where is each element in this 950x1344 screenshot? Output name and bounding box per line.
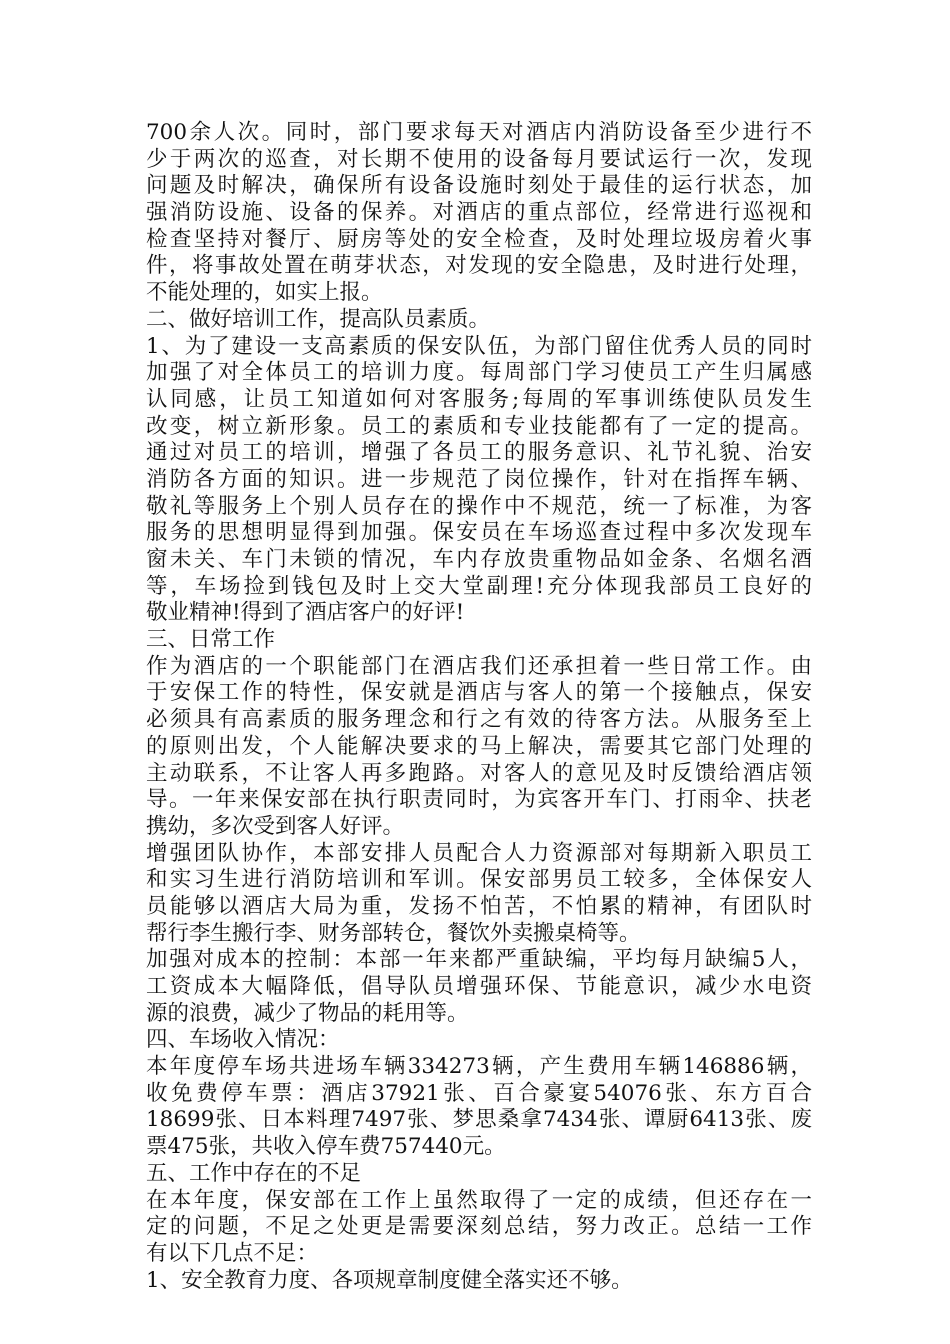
text-line: 服务的思想明显得到加强。保安员在车场巡查过程中多次发现车 <box>146 520 812 546</box>
text-line: 不能处理的，如实上报。 <box>146 280 383 306</box>
text-line: 18699张、日本料理7497张、梦思桑拿7434张、谭厨6413张、废 <box>146 1107 812 1133</box>
text-line: 1、安全教育力度、各项规章制度健全落实还不够。 <box>146 1267 633 1293</box>
text-line: 五、工作中存在的不足 <box>146 1160 362 1186</box>
text-line: 和实习生进行消防培训和军训。保安部男员工较多，全体保安人 <box>146 867 812 893</box>
text-line: 问题及时解决，确保所有设备设施时刻处于最佳的运行状态，加 <box>146 173 812 199</box>
text-line: 二、做好培训工作，提高队员素质。 <box>146 306 491 332</box>
text-line: 少于两次的巡查，对长期不使用的设备每月要试运行一次，发现 <box>146 146 812 172</box>
text-line: 收免费停车票：酒店37921张、百合豪宴54076张、东方百合 <box>146 1080 812 1106</box>
text-line: 源的浪费，减少了物品的耗用等。 <box>146 1000 469 1026</box>
text-line: 窗未关、车门未锁的情况，车内存放贵重物品如金条、名烟名酒 <box>146 547 812 572</box>
text-line: 主动联系，不让客人再多跑路。对客人的意见及时反馈给酒店领 <box>146 760 812 786</box>
text-line: 工资成本大幅降低，倡导队员增强环保、节能意识，减少水电资 <box>146 974 812 999</box>
text-line: 加强了对全体员工的培训力度。每周部门学习使员工产生归属感 <box>146 360 812 386</box>
text-line: 三、日常工作 <box>146 627 276 653</box>
text-line: 1、为了建设一支高素质的保安队伍，为部门留住优秀人员的同时 <box>146 333 812 359</box>
text-line: 敬业精神!得到了酒店客户的好评! <box>146 600 465 626</box>
text-line: 本年度停车场共进场车辆334273辆，产生费用车辆146886辆， <box>146 1054 812 1080</box>
text-line: 加强对成本的控制：本部一年来都严重缺编，平均每月缺编5人， <box>146 947 812 973</box>
text-line: 必须具有高素质的服务理念和行之有效的待客方法。从服务至上 <box>146 707 812 733</box>
text-line: 员能够以酒店大局为重，发扬不怕苦，不怕累的精神，有团队时 <box>146 893 812 919</box>
text-line: 700余人次。同时，部门要求每天对酒店内消防设备至少进行不 <box>146 120 812 145</box>
text-line: 定的问题，不足之处更是需要深刻总结，努力改正。总结一工作 <box>146 1214 812 1240</box>
text-line: 作为酒店的一个职能部门在酒店我们还承担着一些日常工作。由 <box>146 653 812 679</box>
text-line: 导。一年来保安部在执行职责同时，为宾客开车门、打雨伞、扶老 <box>146 787 812 813</box>
text-line: 有以下几点不足： <box>146 1240 319 1266</box>
text-line: 消防各方面的知识。进一步规范了岗位操作，针对在指挥车辆、 <box>146 466 812 492</box>
text-line: 强消防设施、设备的保养。对酒店的重点部位，经常进行巡视和 <box>146 200 812 226</box>
text-line: 的原则出发，个人能解决要求的马上解决，需要其它部门处理的 <box>146 733 812 759</box>
text-line: 件，将事故处置在萌芽状态，对发现的安全隐患，及时进行处理， <box>146 253 812 279</box>
document-body <box>146 120 812 1294</box>
text-line: 增强团队协作，本部安排人员配合人力资源部对每期新入职员工 <box>146 840 812 866</box>
text-line: 通过对员工的培训，增强了各员工的服务意识、礼节礼貌、治安 <box>146 440 812 466</box>
text-line: 票475张，共收入停车费757440元。 <box>146 1134 506 1160</box>
text-line: 认同感，让员工知道如何对客服务;每周的军事训练使队员发生 <box>146 386 812 412</box>
text-line: 帮行李生搬行李、财务部转仓，餐饮外卖搬桌椅等。 <box>146 920 641 946</box>
text-line: 于安保工作的特性，保安就是酒店与客人的第一个接触点，保安 <box>146 680 812 706</box>
text-line: 改变，树立新形象。员工的素质和专业技能都有了一定的提高。 <box>146 413 812 439</box>
text-line: 在本年度，保安部在工作上虽然取得了一定的成绩，但还存在一 <box>146 1187 812 1213</box>
text-line: 敬礼等服务上个别人员存在的操作中不规范，统一了标准，为客 <box>146 493 812 519</box>
text-line: 检查坚持对餐厅、厨房等处的安全检查，及时处理垃圾房着火事 <box>146 226 812 252</box>
text-line: 四、车场收入情况： <box>146 1027 340 1053</box>
text-line: 携幼，多次受到客人好评。 <box>146 813 405 839</box>
text-line: 等，车场捡到钱包及时上交大堂副理!充分体现我部员工良好的 <box>146 573 812 599</box>
